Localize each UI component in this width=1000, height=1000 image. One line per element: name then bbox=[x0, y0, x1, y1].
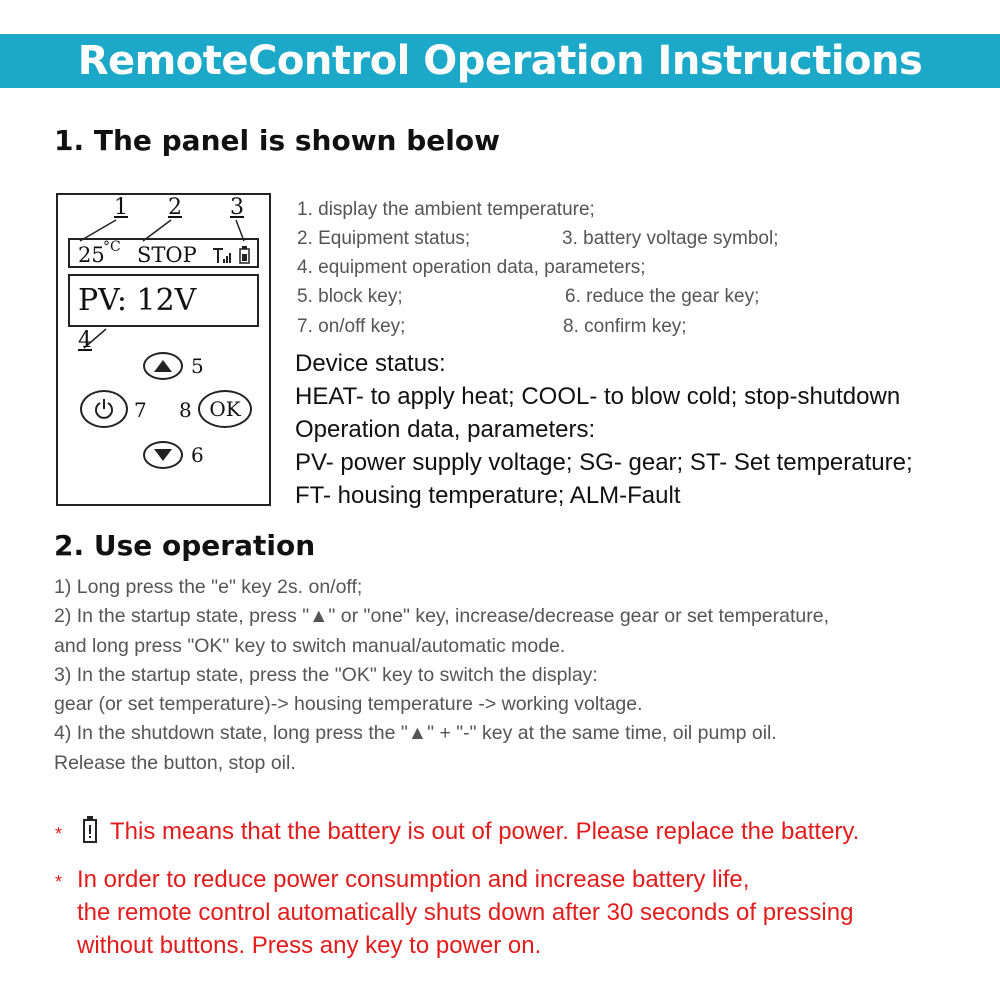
note-asterisk: * bbox=[55, 824, 63, 844]
display-status-row bbox=[68, 238, 259, 268]
step-line: 2) In the startup state, press "▲" or "one" key, increase/decrease gear or set temperature, bbox=[54, 605, 830, 628]
device-status-heading: Device status: bbox=[295, 350, 446, 377]
down-triangle-icon bbox=[153, 448, 173, 462]
section-title-panel: 1. The panel is shown below bbox=[54, 124, 500, 157]
power-icon bbox=[93, 398, 115, 420]
title-banner bbox=[0, 34, 1000, 88]
power-saving-note-line-2: the remote control automatically shuts down after 30 seconds of pressing bbox=[77, 899, 854, 926]
step-line: 1) Long press the "e" key 2s. on/off; bbox=[54, 576, 363, 598]
operation-data: PV: 12V bbox=[78, 283, 197, 318]
power-key-button[interactable] bbox=[80, 390, 128, 428]
step-line: 4) In the shutdown state, long press the "▲" + "-" key at the same time, oil pump oil. bbox=[54, 722, 777, 745]
callout-3: 3 bbox=[230, 195, 244, 220]
power-saving-note-line-3: without buttons. Press any key to power on. bbox=[77, 932, 542, 959]
operation-data-values-2: FT- housing temperature; ALM-Fault bbox=[295, 482, 681, 509]
legend-item-5: 5. block key; bbox=[297, 286, 403, 307]
up-triangle-icon bbox=[153, 359, 173, 373]
operation-data-heading: Operation data, parameters: bbox=[295, 416, 596, 443]
up-key-button[interactable] bbox=[143, 352, 183, 380]
legend-item-2: 2. Equipment status; bbox=[297, 228, 471, 249]
ok-key-label: OK bbox=[209, 397, 241, 421]
key-label-6: 6 bbox=[191, 443, 204, 467]
callout-4: 4 bbox=[78, 328, 92, 353]
callout-2: 2 bbox=[168, 195, 182, 220]
display-main-row bbox=[68, 274, 259, 327]
power-saving-note-line-1: In order to reduce power consumption and increase battery life, bbox=[77, 866, 750, 893]
key-label-8: 8 bbox=[179, 398, 192, 422]
ok-key-button[interactable] bbox=[198, 390, 252, 428]
callout-1: 1 bbox=[114, 195, 128, 220]
temperature-unit: °C bbox=[103, 239, 121, 255]
battery-warning-note: This means that the battery is out of power. Please replace the battery. bbox=[110, 818, 860, 845]
ambient-temperature: 25 bbox=[78, 243, 105, 267]
empty-battery-icon bbox=[80, 815, 100, 845]
step-line: and long press "OK" key to switch manual/automatic mode. bbox=[54, 634, 566, 657]
remote-panel-diagram bbox=[56, 193, 271, 506]
signal-battery-icon bbox=[212, 245, 256, 265]
step-line: Release the button, stop oil. bbox=[54, 751, 296, 774]
legend-item-3: 3. battery voltage symbol; bbox=[562, 228, 779, 249]
legend-item-6: 6. reduce the gear key; bbox=[565, 286, 760, 307]
key-label-7: 7 bbox=[134, 398, 147, 422]
section-title-use-operation: 2. Use operation bbox=[54, 529, 316, 562]
legend-item-7: 7. on/off key; bbox=[297, 316, 406, 337]
step-line: 3) In the startup state, press the "OK" key to switch the display: bbox=[54, 663, 598, 686]
equipment-status: STOP bbox=[137, 243, 197, 267]
legend-item-8: 8. confirm key; bbox=[563, 316, 687, 337]
operation-data-values: PV- power supply voltage; SG- gear; ST- Set temperature; bbox=[295, 449, 913, 476]
down-key-button[interactable] bbox=[143, 441, 183, 469]
operation-steps bbox=[54, 573, 984, 778]
banner-title: RemoteControl Operation Instructions bbox=[77, 38, 923, 84]
device-status-values: HEAT- to apply heat; COOL- to blow cold; stop-shutdown bbox=[295, 383, 901, 410]
key-label-5: 5 bbox=[191, 354, 204, 378]
note-asterisk: * bbox=[55, 872, 63, 892]
legend-item-4: 4. equipment operation data, parameters; bbox=[297, 257, 646, 278]
legend-item-1: 1. display the ambient temperature; bbox=[297, 199, 595, 220]
step-line: gear (or set temperature)-> housing temperature -> working voltage. bbox=[54, 693, 643, 716]
